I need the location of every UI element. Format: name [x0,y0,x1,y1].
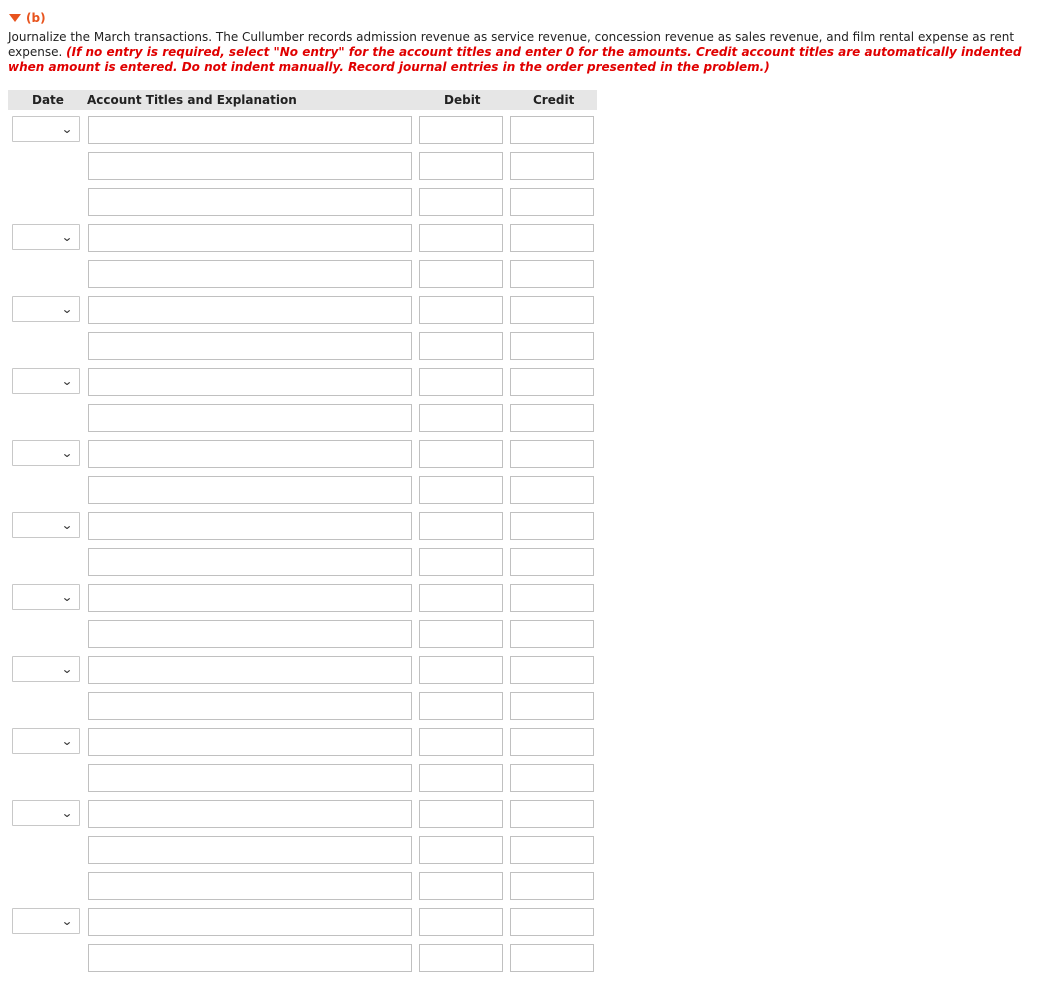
table-row [0,800,620,836]
table-row [0,296,620,332]
date-select[interactable] [12,584,80,610]
debit-input[interactable] [419,656,503,684]
table-row [0,548,620,584]
credit-input[interactable] [510,440,594,468]
chevron-down-icon: ⌄ [60,914,74,928]
table-row [0,656,620,692]
date-select[interactable] [12,512,80,538]
account-title-input[interactable] [88,764,412,792]
date-select[interactable] [12,800,80,826]
account-title-input[interactable] [88,440,412,468]
account-title-input[interactable] [88,296,412,324]
debit-input[interactable] [419,728,503,756]
table-row [0,512,620,548]
table-row [0,260,620,296]
chevron-down-icon: ⌄ [60,590,74,604]
caret-down-icon[interactable] [9,14,21,22]
debit-input[interactable] [419,260,503,288]
date-select[interactable] [12,908,80,934]
debit-input[interactable] [419,836,503,864]
table-row [0,188,620,224]
table-row [0,332,620,368]
debit-column-header: Debit [444,93,481,107]
debit-input[interactable] [419,188,503,216]
account-title-input[interactable] [88,944,412,972]
debit-input[interactable] [419,548,503,576]
table-row [0,404,620,440]
account-title-input[interactable] [88,800,412,828]
chevron-down-icon: ⌄ [60,230,74,244]
journal-rows [0,116,620,980]
table-row [0,152,620,188]
credit-input[interactable] [510,476,594,504]
credit-input[interactable] [510,548,594,576]
account-title-input[interactable] [88,116,412,144]
account-title-input[interactable] [88,404,412,432]
credit-input[interactable] [510,404,594,432]
credit-input[interactable] [510,188,594,216]
date-select[interactable] [12,368,80,394]
credit-input[interactable] [510,800,594,828]
date-select[interactable] [12,116,80,142]
debit-input[interactable] [419,872,503,900]
credit-input[interactable] [510,872,594,900]
account-column-header: Account Titles and Explanation [87,93,297,107]
account-title-input[interactable] [88,584,412,612]
table-row [0,836,620,872]
account-title-input[interactable] [88,260,412,288]
debit-input[interactable] [419,296,503,324]
debit-input[interactable] [419,692,503,720]
credit-input[interactable] [510,296,594,324]
credit-input[interactable] [510,584,594,612]
credit-input[interactable] [510,764,594,792]
table-row [0,116,620,152]
debit-input[interactable] [419,584,503,612]
credit-input[interactable] [510,368,594,396]
table-row [0,440,620,476]
debit-input[interactable] [419,404,503,432]
credit-input[interactable] [510,728,594,756]
chevron-down-icon: ⌄ [60,446,74,460]
instructions-text: Journalize the March transactions. The Cullumber records admission revenue as service revenue, concession revenue as sales revenue, and film rental expense as rent expense. [8,30,1015,59]
credit-column-header: Credit [533,93,575,107]
account-title-input[interactable] [88,548,412,576]
table-row [0,584,620,620]
date-select[interactable] [12,440,80,466]
credit-input[interactable] [510,512,594,540]
table-row [0,872,620,908]
date-select[interactable] [12,224,80,250]
account-title-input[interactable] [88,188,412,216]
debit-input[interactable] [419,476,503,504]
chevron-down-icon: ⌄ [60,374,74,388]
debit-input[interactable] [419,332,503,360]
credit-input[interactable] [510,152,594,180]
date-column-header: Date [32,93,64,107]
debit-input[interactable] [419,440,503,468]
account-title-input[interactable] [88,152,412,180]
section-toggle[interactable] [9,11,46,25]
chevron-down-icon: ⌄ [60,806,74,820]
account-title-input[interactable] [88,368,412,396]
credit-input[interactable] [510,260,594,288]
debit-input[interactable] [419,620,503,648]
table-row [0,944,620,980]
table-row [0,764,620,800]
debit-input[interactable] [419,944,503,972]
table-row [0,476,620,512]
journal-table-header [8,90,597,110]
account-title-input[interactable] [88,908,412,936]
date-select[interactable] [12,728,80,754]
debit-input[interactable] [419,116,503,144]
table-row [0,728,620,764]
account-title-input[interactable] [88,656,412,684]
chevron-down-icon: ⌄ [60,734,74,748]
chevron-down-icon: ⌄ [60,662,74,676]
table-row [0,368,620,404]
debit-input[interactable] [419,908,503,936]
debit-input[interactable] [419,224,503,252]
chevron-down-icon: ⌄ [60,122,74,136]
table-row [0,692,620,728]
date-select[interactable] [12,296,80,322]
chevron-down-icon: ⌄ [60,302,74,316]
credit-input[interactable] [510,116,594,144]
account-title-input[interactable] [88,620,412,648]
instructions-note: (If no entry is required, select "No entry" for the account titles and enter 0 for the amounts. Credit account titles are automatically indented when amount is entered. Do not indent manually. Record journal entries in the order presented in the problem.) [8,45,1022,74]
instructions [8,30,1033,75]
table-row [0,908,620,944]
debit-input[interactable] [419,800,503,828]
chevron-down-icon: ⌄ [60,518,74,532]
debit-input[interactable] [419,764,503,792]
credit-input[interactable] [510,836,594,864]
credit-input[interactable] [510,620,594,648]
account-title-input[interactable] [88,476,412,504]
account-title-input[interactable] [88,692,412,720]
credit-input[interactable] [510,656,594,684]
debit-input[interactable] [419,512,503,540]
account-title-input[interactable] [88,512,412,540]
debit-input[interactable] [419,368,503,396]
credit-input[interactable] [510,224,594,252]
account-title-input[interactable] [88,224,412,252]
table-row [0,224,620,260]
credit-input[interactable] [510,908,594,936]
part-label: (b) [26,11,46,25]
date-select[interactable] [12,656,80,682]
debit-input[interactable] [419,152,503,180]
credit-input[interactable] [510,332,594,360]
account-title-input[interactable] [88,836,412,864]
account-title-input[interactable] [88,728,412,756]
credit-input[interactable] [510,944,594,972]
credit-input[interactable] [510,692,594,720]
account-title-input[interactable] [88,872,412,900]
table-row [0,620,620,656]
account-title-input[interactable] [88,332,412,360]
